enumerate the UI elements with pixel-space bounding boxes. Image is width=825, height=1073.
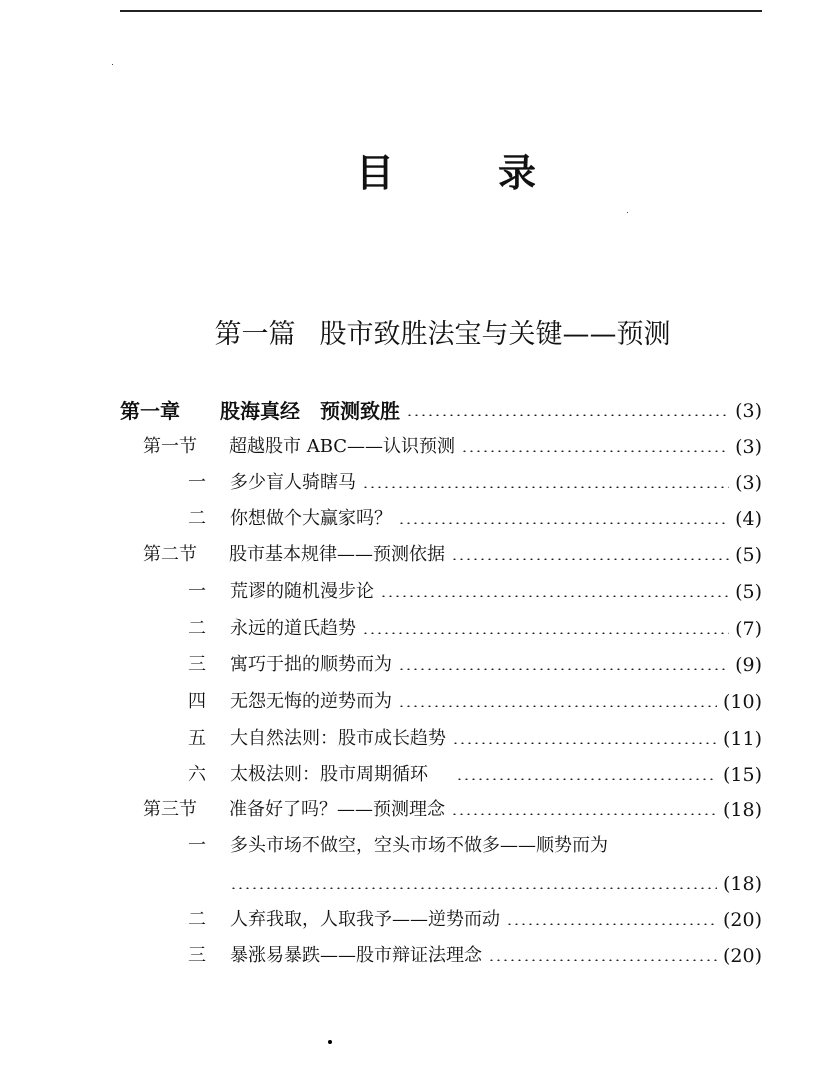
toc-item-3-3[interactable] <box>188 941 762 971</box>
toc-page: (11) <box>722 728 762 750</box>
toc-page: (7) <box>735 618 762 640</box>
toc-label: 太极法则：股市周期循环 <box>230 764 428 785</box>
toc-label: 你想做个大赢家吗？ <box>230 508 392 529</box>
toc-section-1[interactable] <box>143 432 762 462</box>
toc-leader-dots <box>451 813 717 815</box>
toc-item-3-2[interactable] <box>188 905 762 935</box>
page-title-char-1: 目 <box>356 151 395 195</box>
toc-num: 二 <box>188 909 206 930</box>
toc-section-2[interactable] <box>143 540 762 570</box>
toc-page: (15) <box>722 764 762 786</box>
toc-label: 寓巧于拙的顺势而为 <box>230 654 392 675</box>
toc-item-2-4[interactable] <box>188 687 762 717</box>
toc-chapter-1[interactable] <box>120 396 762 426</box>
toc-leader-dots <box>406 414 729 416</box>
toc-item-3-1[interactable] <box>188 831 762 861</box>
toc-item-3-1-continuation[interactable] <box>230 869 762 899</box>
toc-num: 二 <box>188 508 206 529</box>
toc-label: 超越股市 ABC——认识预测 <box>229 436 456 457</box>
toc-item-2-5[interactable] <box>188 724 762 754</box>
toc-label: 股市基本规律——预测依据 <box>229 544 445 565</box>
toc-num: 三 <box>188 945 206 966</box>
toc-page: (20) <box>722 909 762 931</box>
toc-leader-dots <box>452 742 717 744</box>
toc-label: 荒谬的随机漫步论 <box>230 581 374 602</box>
toc-page: (10) <box>722 691 762 713</box>
toc-num: 第一章 <box>120 399 180 423</box>
toc-num: 六 <box>188 764 206 785</box>
toc-num: 三 <box>188 654 206 675</box>
toc-num: 五 <box>188 728 206 749</box>
toc-num: 一 <box>188 581 206 602</box>
toc-num: 第二节 <box>143 544 197 565</box>
toc-num: 一 <box>188 835 206 856</box>
toc-leader-dots <box>398 705 717 707</box>
page-title <box>356 148 536 198</box>
toc-page: (20) <box>722 945 762 967</box>
toc-label: 多少盲人骑瞎马 <box>230 472 356 493</box>
toc-num: 二 <box>188 618 206 639</box>
page-title-char-2: 录 <box>497 151 536 195</box>
part-title <box>0 315 825 355</box>
toc-label: 多头市场不做空，空头市场不做多——顺势而为 <box>230 835 608 856</box>
toc-page: (5) <box>735 581 762 603</box>
toc-label: 永远的道氏趋势 <box>230 618 356 639</box>
toc-leader-dots <box>451 558 729 560</box>
toc-leader-dots <box>362 632 729 634</box>
toc-leader-dots <box>398 668 729 670</box>
toc-leader-dots <box>456 778 717 780</box>
toc-label: 股海真经 预测致胜 <box>220 399 400 423</box>
toc-num: 第三节 <box>143 799 197 820</box>
scan-speck <box>627 212 628 213</box>
toc-label: 无怨无悔的逆势而为 <box>230 691 392 712</box>
toc-section-3[interactable] <box>143 795 762 825</box>
toc-item-2-1[interactable] <box>188 577 762 607</box>
toc-page: (4) <box>735 508 762 530</box>
toc-item-1-2[interactable] <box>188 504 762 534</box>
toc-label: 大自然法则：股市成长趋势 <box>230 728 446 749</box>
scan-speck <box>328 1040 332 1044</box>
part-label: 第一篇 <box>214 319 296 350</box>
toc-page: (3) <box>735 472 762 494</box>
toc-page: (5) <box>735 544 762 566</box>
toc-num: 一 <box>188 472 206 493</box>
toc-label: 人弃我取，人取我予——逆势而动 <box>230 909 500 930</box>
toc-page: (3) <box>735 400 762 422</box>
toc-leader-dots <box>398 522 729 524</box>
toc-label: 准备好了吗？——预测理念 <box>229 799 445 820</box>
toc-page: (9) <box>735 654 762 676</box>
toc-item-1-1[interactable] <box>188 468 762 498</box>
top-rule <box>120 10 762 12</box>
toc-leader-dots <box>461 450 729 452</box>
toc-leader-dots <box>230 887 717 889</box>
toc-item-2-2[interactable] <box>188 614 762 644</box>
toc-label: 暴涨易暴跌——股市辩证法理念 <box>230 945 482 966</box>
toc-leader-dots <box>488 959 717 961</box>
toc-leader-dots <box>506 923 717 925</box>
scan-speck <box>112 64 113 65</box>
part-name: 股市致胜法宝与关键——预测 <box>319 319 671 350</box>
toc-item-2-3[interactable] <box>188 650 762 680</box>
toc-page: (18) <box>722 873 762 895</box>
toc-page: (18) <box>722 799 762 821</box>
toc-page: (3) <box>735 436 762 458</box>
toc-item-2-6[interactable] <box>188 760 762 790</box>
toc-leader-dots <box>380 595 729 597</box>
toc-leader-dots <box>362 486 729 488</box>
toc-num: 第一节 <box>143 436 197 457</box>
toc-num: 四 <box>188 691 206 712</box>
